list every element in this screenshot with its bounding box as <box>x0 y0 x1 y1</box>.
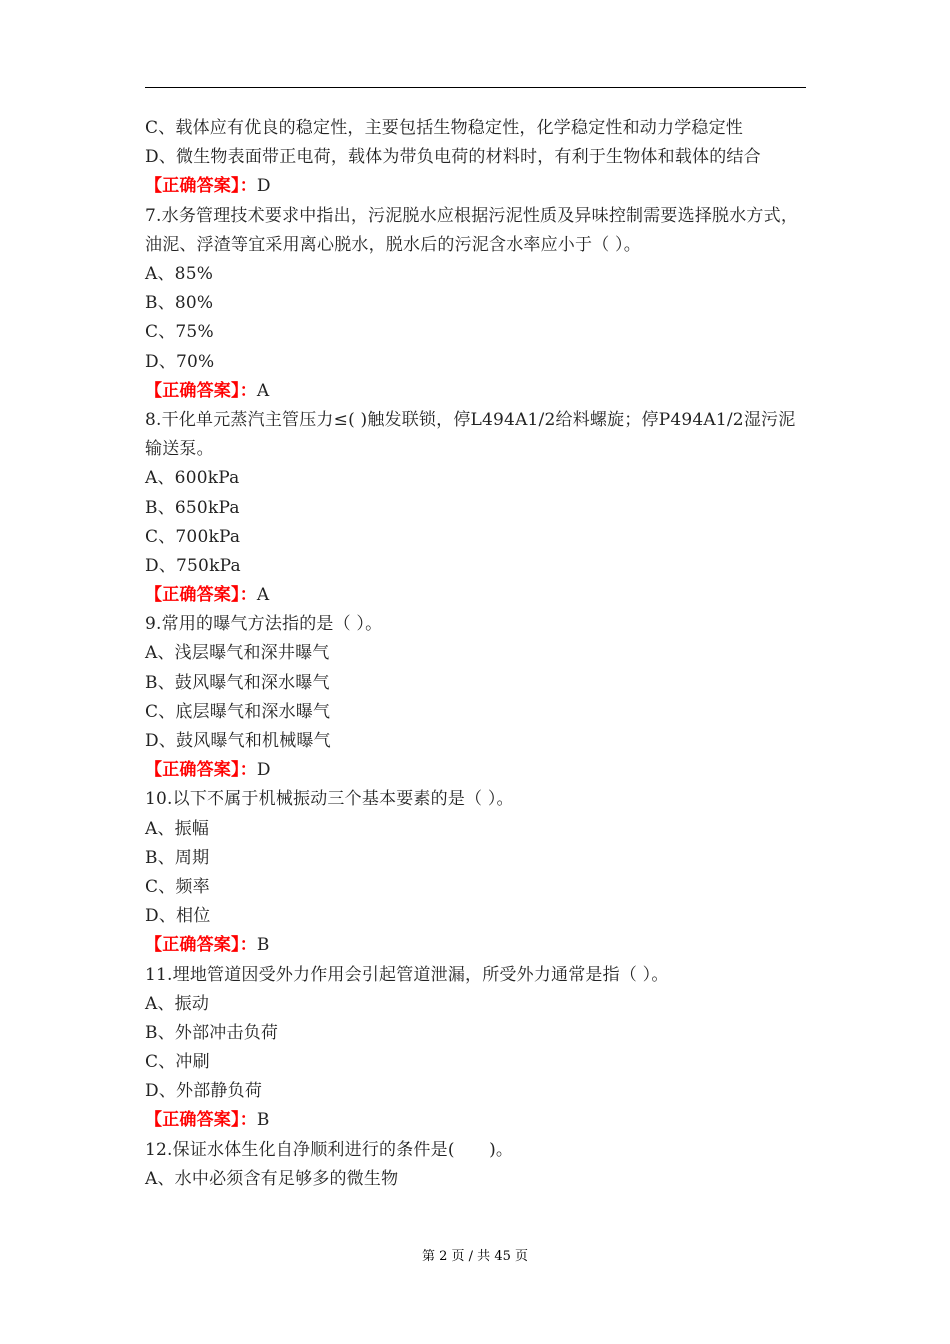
answer-row <box>145 931 810 960</box>
document-body <box>145 114 810 1194</box>
option-c: C、冲刷 <box>145 1052 210 1073</box>
question-stem: 8.干化单元蒸汽主管压力≤( )触发联锁，停L494A1/2给料螺旋；停P494A1/2湿污泥输送泵。 <box>145 409 796 460</box>
option-c: C、载体应有优良的稳定性，主要包括生物稳定性，化学稳定性和动力学稳定性 <box>145 118 744 138</box>
answer-label: 【正确答案】： <box>145 1110 257 1131</box>
option-c: C、频率 <box>145 876 210 897</box>
answer-value: D <box>256 760 271 781</box>
option-d: D、相位 <box>145 906 211 927</box>
answer-label: 【正确答案】： <box>145 935 257 956</box>
answer-value: B <box>256 935 270 956</box>
answer-row <box>145 581 810 610</box>
option-d: D、鼓风曝气和机械曝气 <box>145 731 331 752</box>
answer-row <box>145 756 810 785</box>
option-d: D、微生物表面带正电荷，载体为带负电荷的材料时，有利于生物体和载体的结合 <box>145 147 761 168</box>
option-b: B、外部冲击负荷 <box>145 1022 279 1043</box>
answer-value: A <box>256 380 270 401</box>
option-b: B、鼓风曝气和深水曝气 <box>145 672 330 693</box>
option-d: D、外部静负荷 <box>145 1081 263 1102</box>
option-a: A、振动 <box>145 993 210 1014</box>
answer-label: 【正确答案】： <box>145 585 257 606</box>
option-b: B、650kPa <box>145 497 240 518</box>
page-footer: 第 2 页 / 共 45 页 <box>422 1249 528 1264</box>
option-c: C、75% <box>145 322 214 343</box>
answer-label: 【正确答案】： <box>145 760 257 781</box>
option-b: B、周期 <box>145 847 210 868</box>
option-c: C、700kPa <box>145 526 241 547</box>
header-rule <box>145 87 806 88</box>
option-a: A、85% <box>145 263 214 284</box>
option-d: D、70% <box>145 351 215 372</box>
option-a: A、水中必须含有足够多的微生物 <box>145 1168 399 1189</box>
answer-row <box>145 1106 810 1135</box>
question-stem: 9.常用的曝气方法指的是（ ）。 <box>145 614 383 635</box>
answer-row <box>145 172 810 201</box>
answer-value: B <box>256 1110 270 1131</box>
question-stem: 7.水务管理技术要求中指出，污泥脱水应根据污泥性质及异味控制需要选择脱水方式，油泥、浮渣等宜采用离心脱水，脱水后的污泥含水率应小于（ ）。 <box>145 205 799 255</box>
answer-value: A <box>256 585 270 606</box>
answer-row <box>145 377 810 406</box>
option-a: A、振幅 <box>145 818 210 839</box>
option-a: A、浅层曝气和深井曝气 <box>145 643 330 664</box>
option-d: D、750kPa <box>145 555 241 576</box>
answer-label: 【正确答案】： <box>145 380 257 401</box>
answer-label: 【正确答案】： <box>145 176 257 197</box>
option-b: B、80% <box>145 293 214 314</box>
option-a: A、600kPa <box>145 468 240 489</box>
question-stem: 10.以下不属于机械振动三个基本要素的是（ ）。 <box>145 789 514 810</box>
question-stem: 11.埋地管道因受外力作用会引起管道泄漏，所受外力通常是指（ ）。 <box>145 964 669 985</box>
question-stem: 12.保证水体生化自净顺利进行的条件是( )。 <box>145 1139 514 1160</box>
option-c: C、底层曝气和深水曝气 <box>145 701 331 722</box>
answer-value: D <box>256 176 271 197</box>
